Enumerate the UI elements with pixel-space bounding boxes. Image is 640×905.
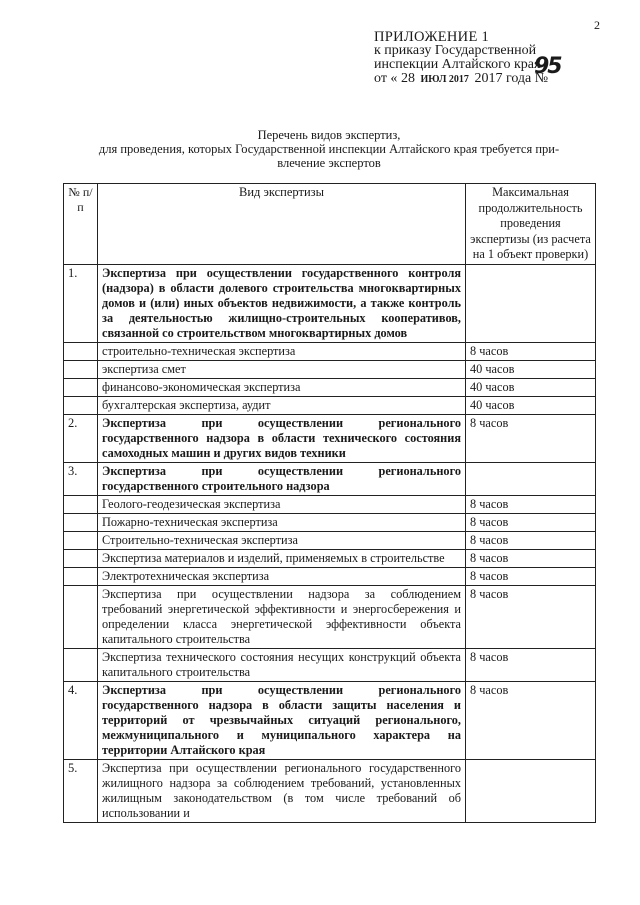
row-time: 8 часов	[466, 681, 596, 759]
table-row	[64, 414, 596, 462]
order-number: 95	[534, 54, 561, 79]
row-time: 40 часов	[466, 360, 596, 378]
row-num	[64, 513, 98, 531]
row-time: 8 часов	[466, 648, 596, 681]
page-number: 2	[594, 18, 600, 32]
row-text: Экспертиза материалов и изделий, применяемых в строительстве	[98, 549, 466, 567]
date-stamp: ИЮЛ 2017	[420, 74, 469, 85]
table-row	[64, 495, 596, 513]
row-num	[64, 531, 98, 549]
row-time: 8 часов	[466, 567, 596, 585]
row-num: 2.	[64, 414, 98, 462]
row-num	[64, 648, 98, 681]
row-time: 40 часов	[466, 396, 596, 414]
date-day: 28	[400, 71, 415, 86]
row-num	[64, 342, 98, 360]
title-line-1: Перечень видов экспертиз,	[257, 128, 401, 142]
row-text: Пожарно-техническая экспертиза	[98, 513, 466, 531]
row-text: Экспертиза при осуществлении государственного контроля (надзора) в области долевого строительства многоквартирных домов и (или) иных объектов недвижимости, а также контроль за деятельностью жилищно-строительных кооперативов, связанной со строительством многоквартирных домов	[98, 264, 466, 342]
row-text: финансово-экономическая экспертиза	[98, 378, 466, 396]
appendix-line-2: инспекции Алтайского края	[374, 57, 541, 72]
table-header-row	[64, 184, 596, 265]
row-num: 4.	[64, 681, 98, 759]
row-text: Экспертиза технического состояния несущих конструкций объекта капитального строительства	[98, 648, 466, 681]
header-max-duration: Максимальная продолжительность проведения экспертизы (из расчета на 1 объект проверки)	[466, 184, 596, 265]
row-num	[64, 378, 98, 396]
row-time: 8 часов	[466, 513, 596, 531]
row-text: экспертиза смет	[98, 360, 466, 378]
date-suffix: 2017 года №	[474, 71, 549, 86]
table-row	[64, 513, 596, 531]
document-title	[64, 128, 594, 170]
row-num	[64, 549, 98, 567]
row-time	[466, 759, 596, 822]
row-text: Экспертиза при осуществлении регионального государственного надзора в области защиты населения и территорий от чрезвычайных ситуаций регионального, межмуниципального и муниципального характера на территории Алтайского края	[98, 681, 466, 759]
row-time: 8 часов	[466, 342, 596, 360]
row-num	[64, 585, 98, 648]
row-text: Экспертиза при осуществлении регионального государственного жилищного надзора за соблюдением требований, установленных жилищным законодательством (в том числе требований об использовании и	[98, 759, 466, 822]
date-prefix: от «	[374, 71, 398, 86]
row-text: Геолого-геодезическая экспертиза	[98, 495, 466, 513]
header-num: № п/п	[64, 184, 98, 265]
table-row	[64, 681, 596, 759]
row-time: 8 часов	[466, 495, 596, 513]
title-line-3: влечение экспертов	[277, 156, 381, 170]
row-num	[64, 396, 98, 414]
header-type: Вид экспертизы	[98, 184, 466, 265]
table-row	[64, 549, 596, 567]
row-text: Электротехническая экспертиза	[98, 567, 466, 585]
row-text: строительно-техническая экспертиза	[98, 342, 466, 360]
table-row	[64, 360, 596, 378]
row-num: 5.	[64, 759, 98, 822]
table-row	[64, 648, 596, 681]
table-row	[64, 264, 596, 342]
row-num: 3.	[64, 462, 98, 495]
title-line-2: для проведения, которых Государственной инспекции Алтайского края требуется при-	[98, 142, 560, 156]
table-row	[64, 462, 596, 495]
table-row	[64, 531, 596, 549]
row-time: 40 часов	[466, 378, 596, 396]
row-time: 8 часов	[466, 531, 596, 549]
row-time: 8 часов	[466, 585, 596, 648]
row-num	[64, 495, 98, 513]
row-text: бухгалтерская экспертиза, аудит	[98, 396, 466, 414]
row-num: 1.	[64, 264, 98, 342]
table-row	[64, 396, 596, 414]
table-row	[64, 585, 596, 648]
row-time	[466, 462, 596, 495]
table-row	[64, 342, 596, 360]
table-row	[64, 759, 596, 822]
row-text: Экспертиза при осуществлении регионального государственного надзора в области технического состояния самоходных машин и других видов техники	[98, 414, 466, 462]
table-row	[64, 567, 596, 585]
table-row	[64, 378, 596, 396]
appendix-line-1: к приказу Государственной	[374, 43, 537, 58]
row-time: 8 часов	[466, 549, 596, 567]
row-num	[64, 567, 98, 585]
expertise-table	[63, 183, 596, 823]
row-num	[64, 360, 98, 378]
row-time: 8 часов	[466, 414, 596, 462]
row-text: Экспертиза при осуществлении надзора за соблюдением требований энергетической эффективности и энергосбережения и определении класса энергетической эффективности объекта капитального строительства	[98, 585, 466, 648]
appendix-title: ПРИЛОЖЕНИЕ 1	[374, 29, 490, 45]
row-text: Экспертиза при осуществлении регионального государственного строительного надзора	[98, 462, 466, 495]
row-time	[466, 264, 596, 342]
row-text: Строительно-техническая экспертиза	[98, 531, 466, 549]
appendix-header	[374, 30, 604, 87]
